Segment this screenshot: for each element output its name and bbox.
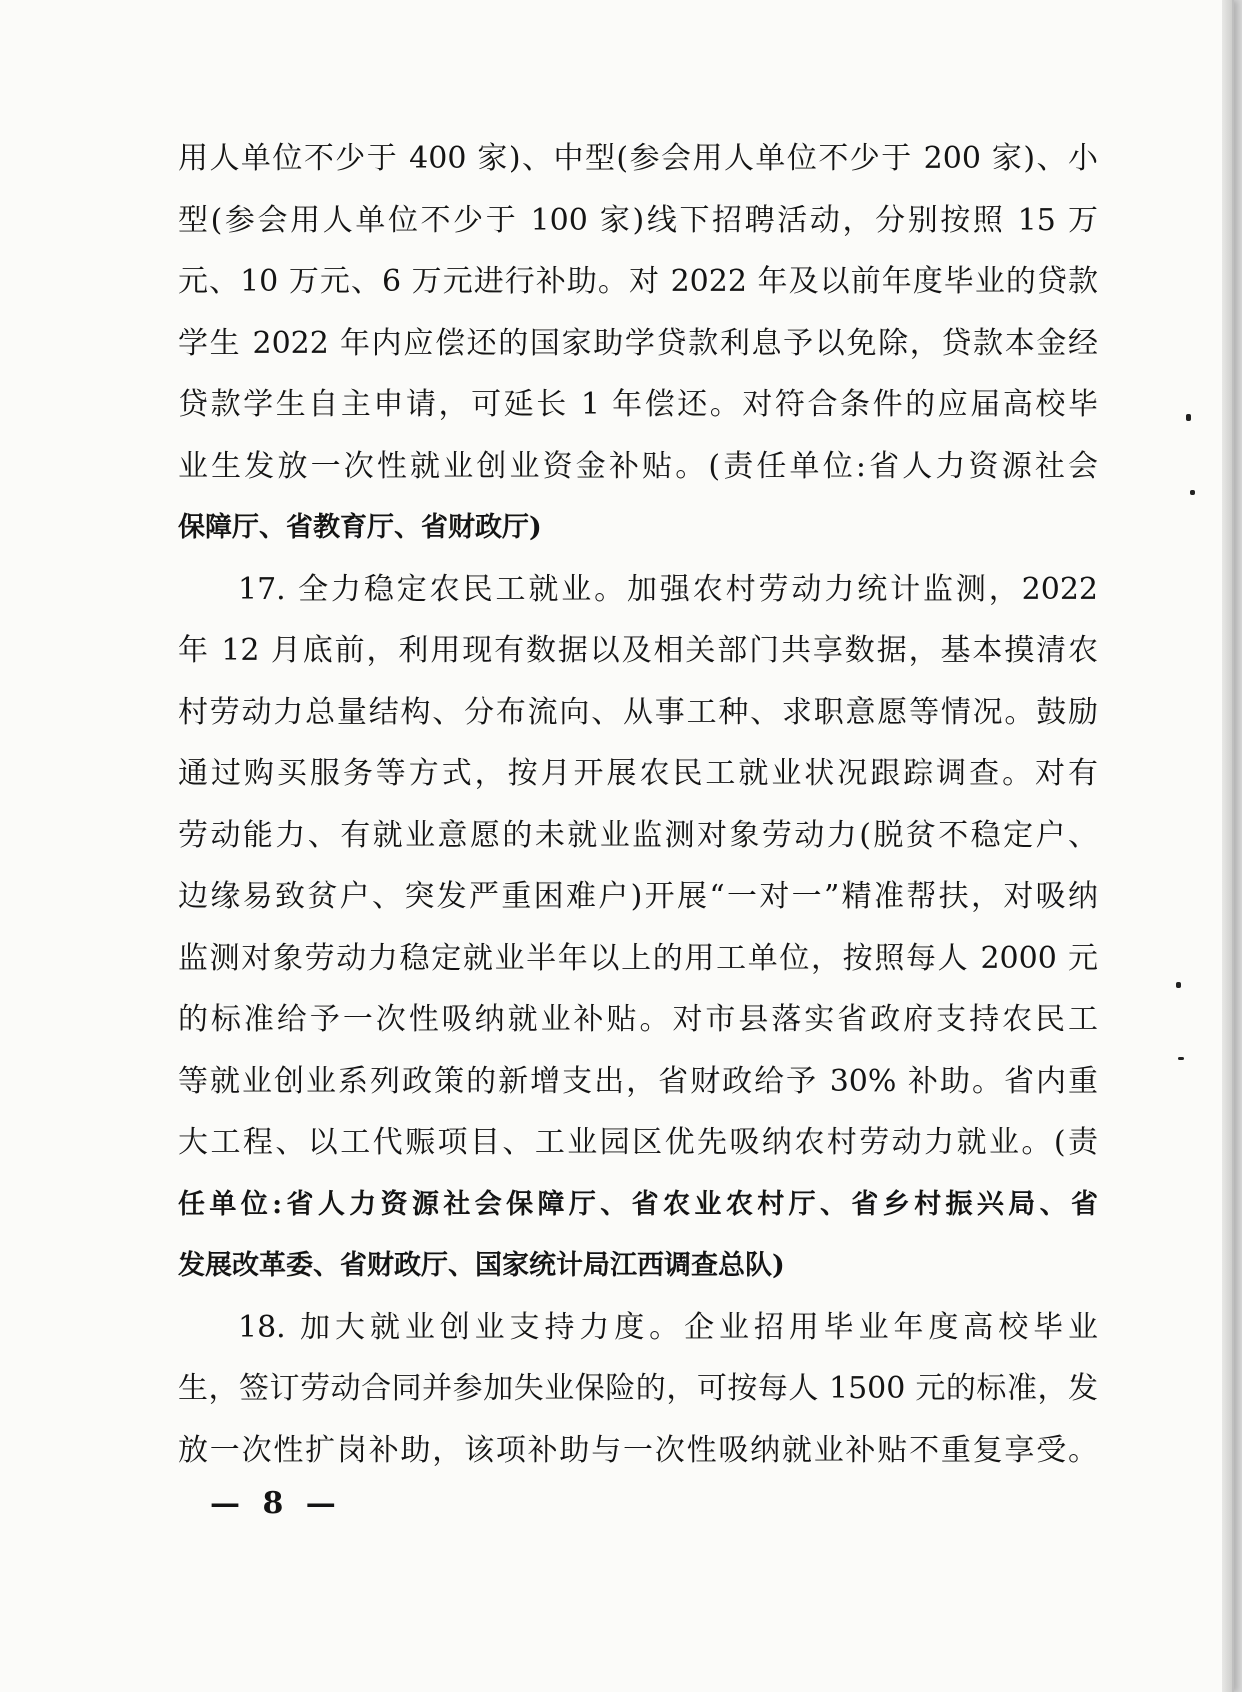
text-line: 通过购买服务等方式，按月开展农民工就业状况跟踪调查。对有 [178, 756, 1098, 791]
text-line: 型(参会用人单位不少于 100 家)线下招聘活动，分别按照 15 万 [178, 202, 1098, 238]
text-line: 业生发放一次性就业创业资金补贴。(责任单位:省人力资源社会 [178, 448, 1098, 484]
text-line: 等就业创业系列政策的新增支出，省财政给予 30% 补助。省内重 [178, 1063, 1098, 1099]
responsible-units-line: 发展改革委、省财政厅、国家统计局江西调查总队) [178, 1250, 785, 1281]
scan-speck [1176, 982, 1181, 988]
document-body [178, 128, 1098, 1481]
text-line: 用人单位不少于 400 家)、中型(参会用人单位不少于 200 家)、小 [178, 141, 1098, 176]
text-line: 元、10 万元、6 万元进行补助。对 2022 年及以前年度毕业的贷款 [178, 264, 1098, 299]
text-line: 放一次性扩岗补助，该项补助与一次性吸纳就业补贴不重复享受。 [178, 1432, 1098, 1468]
scan-speck [1190, 490, 1195, 495]
text-line: 贷款学生自主申请，可延长 1 年偿还。对符合条件的应届高校毕 [178, 387, 1098, 422]
text-line: 边缘易致贫户、突发严重困难户)开展“一对一”精准帮扶，对吸纳 [178, 879, 1098, 914]
scan-speck [1178, 1057, 1184, 1060]
text-line: 的标准给予一次性吸纳就业补贴。对市县落实省政府支持农民工 [178, 1002, 1098, 1037]
section-heading-line: 18. 加大就业创业支持力度。企业招用毕业年度高校毕业 [238, 1309, 1098, 1345]
scan-speck [1186, 414, 1191, 421]
text-line: 年 12 月底前，利用现有数据以及相关部门共享数据，基本摸清农 [178, 633, 1098, 668]
text-line: 大工程、以工代赈项目、工业园区优先吸纳农村劳动力就业。(责 [178, 1125, 1098, 1160]
page-number: — 8 — [210, 1486, 342, 1521]
responsible-units-line: 任单位:省人力资源社会保障厅、省农业农村厅、省乡村振兴局、省 [178, 1188, 1098, 1220]
section-heading-line: 17. 全力稳定农民工就业。加强农村劳动力统计监测，2022 [238, 571, 1098, 607]
text-line: 学生 2022 年内应偿还的国家助学贷款利息予以免除，贷款本金经 [178, 325, 1098, 361]
text-line: 劳动能力、有就业意愿的未就业监测对象劳动力(脱贫不稳定户、 [178, 817, 1098, 853]
page-edge-shadow [1222, 0, 1232, 1692]
responsible-units-line: 保障厅、省教育厅、省财政厅) [178, 512, 542, 543]
text-line: 生，签订劳动合同并参加失业保险的，可按每人 1500 元的标准，发 [178, 1371, 1098, 1406]
text-line: 监测对象劳动力稳定就业半年以上的用工单位，按照每人 2000 元 [178, 940, 1098, 976]
text-line: 村劳动力总量结构、分布流向、从事工种、求职意愿等情况。鼓励 [178, 694, 1098, 730]
